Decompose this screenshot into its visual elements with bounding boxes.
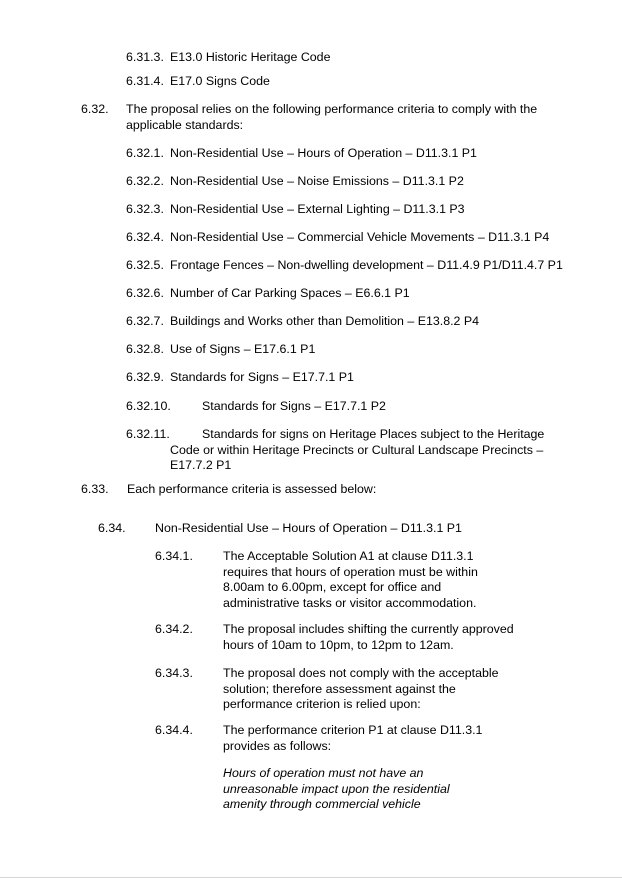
item-number: 6.32.7. (126, 314, 164, 328)
item-text: Non-Residential Use – Noise Emissions – D11.3.1 P2 (170, 174, 464, 188)
item-text: E13.0 Historic Heritage Code (170, 50, 331, 64)
item-text: Non-Residential Use – External Lighting – D11.3.1 P3 (170, 202, 465, 216)
item-number: 6.32.3. (126, 202, 164, 216)
item-number: 6.32.5. (126, 258, 164, 272)
item-text: The performance criterion P1 at clause D11.3.1 provides as follows: (223, 723, 483, 753)
item-text: Standards for Signs – E17.7.1 P1 (170, 370, 354, 384)
item-text: The proposal does not comply with the acceptable solution; therefore assessment against the performance criterion is relied upon: (223, 666, 499, 711)
item-number: 6.34.4. (155, 723, 193, 737)
item-number: 6.32.2. (126, 174, 164, 188)
item-number: 6.34.2. (155, 622, 193, 636)
item-number: 6.34.1. (155, 549, 193, 563)
item-number: 6.32.11. (126, 427, 170, 441)
section-text: Each performance criteria is assessed below: (127, 482, 377, 496)
item-text: Non-Residential Use – Commercial Vehicle Movements – D11.3.1 P4 (170, 230, 550, 244)
item-text: Frontage Fences – Non-dwelling development – D11.4.9 P1/D11.4.7 P1 (170, 258, 563, 272)
item-number: 6.32.6. (126, 286, 164, 300)
item-number: 6.32.9. (126, 370, 164, 384)
item-text: E17.0 Signs Code (170, 74, 270, 88)
item-text: Buildings and Works other than Demolition – E13.8.2 P4 (170, 314, 480, 328)
quoted-criterion: Hours of operation must not have an unreasonable impact upon the residential amenity through commercial vehicle (223, 766, 450, 811)
item-text: Use of Signs – E17.6.1 P1 (170, 342, 316, 356)
item-text: Number of Car Parking Spaces – E6.6.1 P1 (170, 286, 410, 300)
item-text: The proposal includes shifting the currently approved hours of 10am to 10pm, to 12pm to 12am. (223, 622, 514, 652)
item-number: 6.31.3. (126, 50, 164, 64)
item-number: 6.32.4. (126, 230, 164, 244)
section-text: The proposal relies on the following performance criteria to comply with the applicable standards: (126, 102, 538, 132)
item-number: 6.32.1. (126, 146, 164, 160)
item-number: 6.34.3. (155, 666, 193, 680)
item-number: 6.32.10. (126, 399, 171, 413)
item-number: 6.31.4. (126, 74, 164, 88)
section-number: 6.34. (98, 521, 126, 535)
item-text: The Acceptable Solution A1 at clause D11.3.1 requires that hours of operation must be within 8.00am to 6.00pm, except for office and administrative tasks or visitor accommodation. (223, 549, 478, 610)
item-text: Standards for signs on Heritage Places subject to the Heritage Code or within Heritage Precincts or Cultural Landscape Precincts – E17.7.2 P1 (170, 427, 545, 472)
page-bottom-edge (0, 877, 622, 878)
item-number: 6.32.8. (126, 342, 164, 356)
item-text: Standards for Signs – E17.7.1 P2 (202, 399, 386, 413)
section-number: 6.33. (81, 482, 109, 496)
item-text: Non-Residential Use – Hours of Operation – D11.3.1 P1 (170, 146, 477, 160)
section-number: 6.32. (81, 102, 109, 116)
section-heading: Non-Residential Use – Hours of Operation – D11.3.1 P1 (155, 521, 462, 535)
